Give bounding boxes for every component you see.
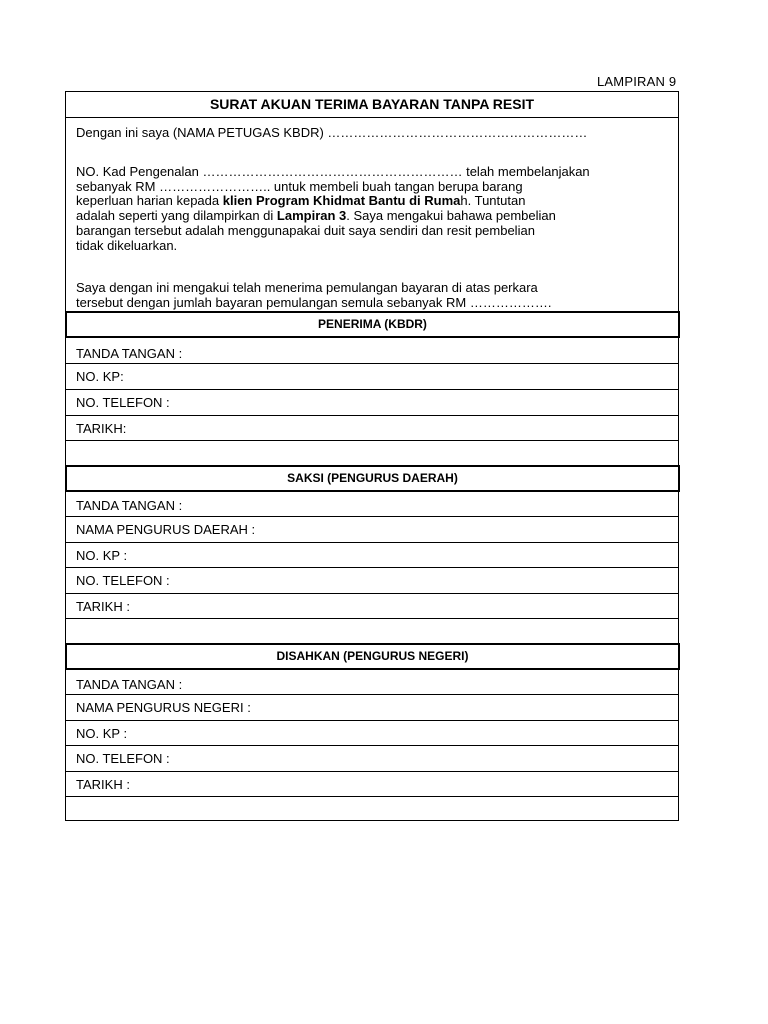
phone-field[interactable]: NO. TELEFON : xyxy=(66,746,678,772)
own-money-line: barangan tersebut adalah menggunapakai duit saya sendiri dan resit pembelian xyxy=(76,222,535,238)
attachment-label: LAMPIRAN 9 xyxy=(597,74,677,89)
date-field[interactable]: TARIKH: xyxy=(66,416,678,441)
refund-line-2: tersebut dengan jumlah bayaran pemulangan semula sebanyak RM ………………. xyxy=(76,294,552,310)
phone-field[interactable]: NO. TELEFON : xyxy=(66,568,678,594)
declaration-paragraph xyxy=(76,165,596,253)
ic-number-field[interactable]: NO. KP : xyxy=(66,721,678,746)
date-field[interactable]: TARIKH : xyxy=(66,594,678,619)
form-title: SURAT AKUAN TERIMA BAYARAN TANPA RESIT xyxy=(66,92,678,118)
section-heading-saksi: SAKSI (PENGURUS DAERAH) xyxy=(65,465,680,492)
signature-field[interactable]: TANDA TANGAN : xyxy=(66,339,678,364)
district-manager-name-field[interactable]: NAMA PENGURUS DAERAH : xyxy=(66,517,678,543)
state-manager-name-field[interactable]: NAMA PENGURUS NEGERI : xyxy=(66,695,678,721)
amount-line: sebanyak RM …………………….. untuk membeli buah tangan berupa barang xyxy=(76,178,523,194)
phone-field[interactable]: NO. TELEFON : xyxy=(66,390,678,416)
client-line: keperluan harian kepada klien Program Khidmat Bantu di Rumah. Tuntutan xyxy=(76,193,526,209)
refund-acknowledgement xyxy=(76,281,596,310)
declaration-form xyxy=(65,91,679,821)
section-heading-disahkan: DISAHKAN (PENGURUS NEGERI) xyxy=(65,643,680,670)
date-field[interactable]: TARIKH : xyxy=(66,772,678,797)
ic-line: NO. Kad Pengenalan …………………………………………………… telah membelanjakan xyxy=(76,164,590,179)
blank-row xyxy=(66,441,678,465)
attachment-line: adalah seperti yang dilampirkan di Lampiran 3. Saya mengakui bahawa pembelian xyxy=(76,208,556,224)
ic-number-field[interactable]: NO. KP : xyxy=(66,543,678,568)
ic-number-field[interactable]: NO. KP: xyxy=(66,364,678,390)
officer-name-line: Dengan ini saya (NAMA PETUGAS KBDR) …………………………………………………… xyxy=(76,125,588,140)
section-heading-penerima: PENERIMA (KBDR) xyxy=(65,311,680,338)
blank-row xyxy=(66,797,678,821)
blank-row xyxy=(66,619,678,644)
signature-field[interactable]: TANDA TANGAN : xyxy=(66,670,678,695)
signature-field[interactable]: TANDA TANGAN : xyxy=(66,491,678,517)
refund-line-1: Saya dengan ini mengakui telah menerima pemulangan bayaran di atas perkara xyxy=(76,280,538,295)
no-receipt-line: tidak dikeluarkan. xyxy=(76,237,178,253)
